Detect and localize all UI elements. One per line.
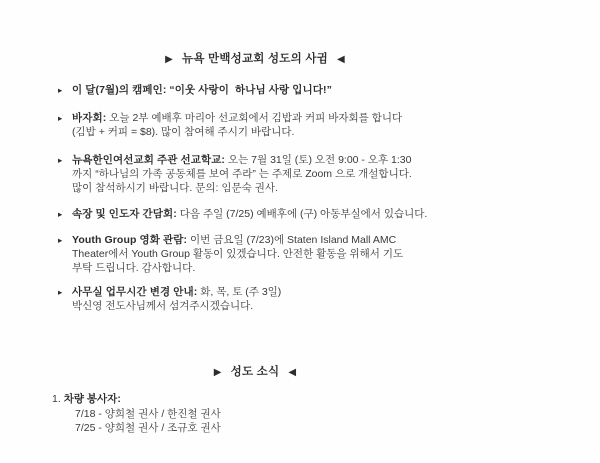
news-item-line: 7/18 - 양희철 권사 / 한진철 권사 xyxy=(75,407,221,420)
announcement-line xyxy=(72,285,498,299)
announcement-body xyxy=(72,83,498,97)
announcement-line xyxy=(72,153,498,167)
news-title-text: 성도 소식 xyxy=(230,366,280,378)
announcement-leaders-meeting xyxy=(58,207,498,221)
announcement-label: 속장 및 인도자 간담회: xyxy=(72,208,177,220)
announcement-youth-group xyxy=(58,233,498,275)
announcement-mission-school xyxy=(58,153,498,195)
announcement-text: “이웃 사랑이 하나님 사랑 입니다!” xyxy=(169,84,332,96)
bullet-triangle-icon: ▸ xyxy=(58,85,63,95)
news-list xyxy=(52,392,600,436)
announcement-text: 다음 주일 (7/25) 예배후에 (구) 아동부실에서 있습니다. xyxy=(179,208,428,220)
announcement-label: Youth Group 영화 관람: xyxy=(72,234,188,246)
announcement-body xyxy=(72,111,498,139)
announcement-line: Theater에서 Youth Group 활동이 있겠습니다. 안전한 활동을 위해서 기도 xyxy=(72,248,404,260)
announcement-label: 바자회: xyxy=(72,112,107,124)
announcement-line xyxy=(72,83,498,97)
announcement-label: 이 달(7월)의 캠페인: xyxy=(72,84,167,96)
announcement-bazaar xyxy=(58,111,498,139)
announcement-line: 까지 “하나님의 가족 공동체를 보여 주라” 는 주제로 Zoom 으로 개설합니다. xyxy=(72,168,412,180)
announcement-label: 뉴욕한인여선교회 주관 선교학교: xyxy=(72,154,226,166)
bullet-triangle-icon: ▸ xyxy=(58,155,63,165)
announcement-line: 박신영 전도사님께서 섬겨주시겠습니다. xyxy=(72,300,254,312)
bullet-triangle-icon: ▸ xyxy=(58,113,63,123)
news-section-title xyxy=(0,365,510,380)
announcement-body xyxy=(72,285,498,313)
fellowship-title-text: 뉴욕 만백성교회 성도의 사귐 xyxy=(182,53,328,65)
news-item-drivers xyxy=(52,392,600,436)
announcement-text: 오늘 2부 예배후 마리아 선교회에서 김밥과 커피 바자회를 합니다 xyxy=(109,112,403,124)
announcement-line: 많이 참석하시기 바랍니다. 문의: 임문숙 권사. xyxy=(72,182,278,194)
announcement-body xyxy=(72,233,498,275)
fellowship-section-title xyxy=(0,52,510,67)
announcement-line: 부탁 드립니다. 감사합니다. xyxy=(72,262,196,274)
left-arrow-icon: ▶ xyxy=(165,53,174,65)
bullet-triangle-icon: ▸ xyxy=(58,209,63,219)
announcement-text: 이번 금요일 (7/23)에 Staten Island Mall AMC xyxy=(190,234,397,246)
announcement-label: 사무실 업무시간 변경 안내: xyxy=(72,286,198,298)
announcement-line xyxy=(72,233,498,247)
news-item-line: 7/25 - 양희철 권사 / 조규호 권사 xyxy=(75,422,221,434)
announcement-line xyxy=(72,207,498,221)
right-arrow-icon: ◀ xyxy=(288,366,297,378)
announcement-text: 화, 목, 토 (주 3일) xyxy=(200,286,282,298)
news-item-heading xyxy=(52,392,600,407)
bullet-triangle-icon: ▸ xyxy=(58,235,63,245)
announcement-campaign xyxy=(58,83,498,97)
right-arrow-icon: ◀ xyxy=(336,53,345,65)
announcement-body xyxy=(72,207,498,221)
announcement-text: 오는 7월 31일 (토) 오전 9:00 - 오후 1:30 xyxy=(227,154,412,166)
news-item-number: 1. xyxy=(52,393,61,405)
announcement-list xyxy=(58,83,498,313)
bullet-triangle-icon: ▸ xyxy=(58,287,63,297)
left-arrow-icon: ▶ xyxy=(213,366,222,378)
announcement-line: (김밥 + 커피 = $8). 많이 참여해 주시기 바랍니다. xyxy=(72,126,295,138)
announcement-body xyxy=(72,153,498,195)
announcement-line xyxy=(72,111,498,125)
news-item-label: 차량 봉사자: xyxy=(63,393,121,405)
announcement-office-hours xyxy=(58,285,498,313)
